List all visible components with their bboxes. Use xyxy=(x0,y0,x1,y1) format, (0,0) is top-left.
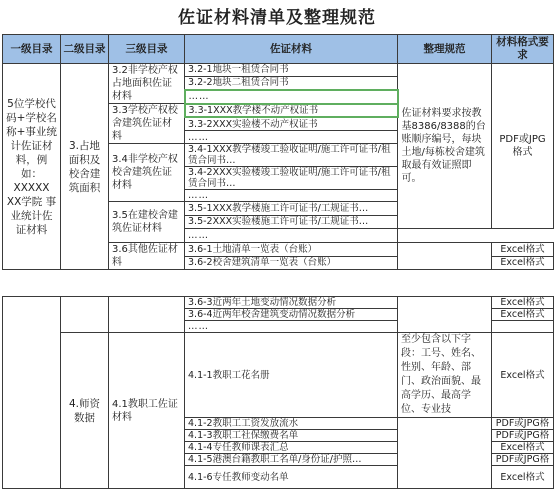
norm-cell-empty xyxy=(398,243,492,270)
level3-cell-4-1: 4.1教职工佐证材料 xyxy=(109,333,185,489)
header-material: 佐证材料 xyxy=(185,35,398,64)
material-cell-ellipsis: …… xyxy=(185,229,398,243)
format-cell: Excel格式 xyxy=(492,442,554,454)
materials-table-continued xyxy=(2,296,554,489)
header-level2: 二级目录 xyxy=(61,35,109,64)
level3-cell-3-6: 3.6其他佐证材料 xyxy=(109,243,185,270)
material-cell: 3.5-2XXX实验楼施工许可证书/工规证书… xyxy=(185,215,398,229)
material-cell: 3.3-1XXX教学楼不动产权证书 xyxy=(185,104,398,118)
table-header-row xyxy=(3,35,554,64)
material-cell: 3.6-4近两年校舍建筑变动情况数据分析 xyxy=(185,309,398,321)
format-cell: Excel格式 xyxy=(492,297,554,309)
table-row xyxy=(3,64,554,77)
format-cell: PDF或JPG格 xyxy=(492,418,554,430)
format-cell: Excel格式 xyxy=(492,256,554,270)
material-cell: 4.1-2教职工工资发放流水 xyxy=(185,418,398,430)
format-cell: PDF或JPG格 xyxy=(492,454,554,466)
table-row xyxy=(3,333,554,418)
material-cell: 3.4-1XXX教学楼竣工验收证明/施工许可证书/租赁合同书… xyxy=(185,144,398,167)
material-cell: 3.3-2XXX实验楼不动产权证书 xyxy=(185,117,398,130)
format-cell-3: PDF或JPG格式 xyxy=(492,64,554,229)
header-format: 材料格式要求 xyxy=(492,35,554,64)
norm-cell-empty xyxy=(398,297,492,333)
table-row xyxy=(3,297,554,309)
format-cell-empty xyxy=(492,321,554,333)
header-level1: 一级目录 xyxy=(3,35,61,64)
material-cell-ellipsis: …… xyxy=(185,131,398,144)
material-cell: 3.2-1地块一租赁合同书 xyxy=(185,64,398,77)
format-cell: PDF或JPG格 xyxy=(492,430,554,442)
material-cell-ellipsis: …… xyxy=(185,90,398,104)
level1-cell-continued xyxy=(3,297,61,489)
material-cell: 3.2-2地块二租赁合同书 xyxy=(185,76,398,89)
level3-cell-3-3: 3.3学校产权校舍建筑佐证材料 xyxy=(109,104,185,144)
material-cell: 3.6-3近两年土地变动情况数据分析 xyxy=(185,297,398,309)
header-level3: 三级目录 xyxy=(109,35,185,64)
header-norm: 整理规范 xyxy=(398,35,492,64)
format-cell: Excel格式 xyxy=(492,243,554,257)
format-cell: Excel格式 xyxy=(492,309,554,321)
level2-cell-4: 4.师资数据 xyxy=(61,333,109,489)
norm-cell-empty xyxy=(398,418,492,489)
format-cell: Excel格式 xyxy=(492,333,554,418)
page-title: 佐证材料清单及整理规范 xyxy=(178,8,376,28)
norm-cell-3: 佐证材料要求按教基8386/8388的台账顺序编号，每块土地/每栋校舍建筑取最有效证照即可。 xyxy=(398,64,492,229)
material-cell: 3.4-2XXX实验楼竣工验收证明/施工许可证书/租赁合同书… xyxy=(185,167,398,190)
level3-cell-3-5: 3.5在建校舍建筑佐证材料 xyxy=(109,202,185,243)
level1-cell: 5位学校代码+学校名称+事业统计佐证材料，例如：XXXXX XX学院 事业统计佐证材料 xyxy=(3,64,61,270)
level3-cell-3-2: 3.2非学校产权占地面积佐证材料 xyxy=(109,64,185,104)
format-cell: Excel格式 xyxy=(492,466,554,489)
material-cell: 4.1-5港澳台籍教职工名单/身份证/护照… xyxy=(185,454,398,466)
material-cell: 3.5-1XXX教学楼施工许可证书/工规证书… xyxy=(185,202,398,216)
material-cell: 4.1-4专任教师课表汇总 xyxy=(185,442,398,454)
level2-cell-3: 3.占地面积及校舍建筑面积 xyxy=(61,64,109,270)
material-cell: 4.1-1教职工花名册 xyxy=(185,333,398,418)
level3-cell-3-4: 3.4非学校产权校舍建筑佐证材料 xyxy=(109,144,185,202)
material-cell: 3.6-1土地清单一览表（台账） xyxy=(185,243,398,257)
material-cell: 3.6-2校舍建筑清单一览表（台账） xyxy=(185,256,398,270)
level2-cell-continued xyxy=(61,297,109,333)
material-cell: 4.1-6专任教师变动名单 xyxy=(185,466,398,489)
materials-table xyxy=(2,34,554,270)
norm-cell-4-1-1: 至少包含以下字段：工号、姓名、性别、年龄、部门、政治面貌、最高学历、最高学位、专业技 xyxy=(398,333,492,418)
level3-cell-3-6-continued xyxy=(109,297,185,333)
material-cell-ellipsis: …… xyxy=(185,321,398,333)
material-cell: 4.1-3教职工社保缴费名单 xyxy=(185,430,398,442)
material-cell-ellipsis: …… xyxy=(185,190,398,202)
